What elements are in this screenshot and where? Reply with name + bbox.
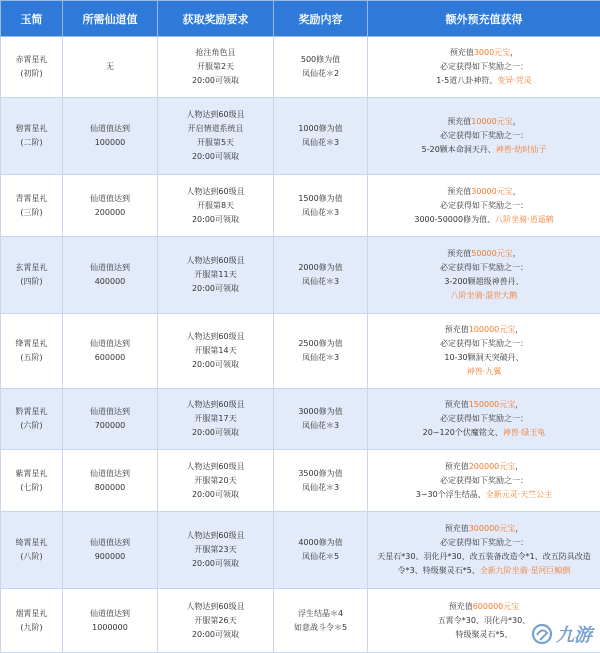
header-requirement: 获取奖励要求 — [158, 1, 274, 37]
extra-text: ， — [513, 249, 521, 258]
extra-text: 特级聚灵石*5、 — [455, 630, 512, 639]
extra-text: 预充值 — [445, 400, 469, 409]
extra-line — [370, 550, 598, 564]
cell-line: 开启情道系统且 — [160, 122, 271, 136]
table-row — [1, 98, 600, 175]
highlight-text: 变异·咒灵 — [497, 76, 532, 85]
cell-line: 仙道值达到 — [65, 536, 155, 550]
cell-line: 开服第5天 — [160, 136, 271, 150]
nine-game-logo-icon — [531, 623, 553, 645]
extra-text: 必定获得如下奖励之一： — [440, 476, 528, 485]
extra-line — [370, 351, 598, 365]
table-row — [1, 450, 600, 512]
cell-line: 仙道值达到 — [65, 192, 155, 206]
cell-line: 浮生结晶＊4 — [276, 607, 365, 621]
reward-cell — [274, 389, 368, 450]
extra-text: ， — [515, 462, 523, 471]
header-extra: 额外预充值获得 — [368, 1, 600, 37]
extra-text: ， — [513, 187, 521, 196]
cell-line: 凤仙花＊2 — [276, 67, 365, 81]
extra-text: 3-200颗超级神兽丹、 — [444, 277, 523, 286]
extra-text: 五霄令*30、羽化丹*30、 — [438, 616, 530, 625]
cell-line: 人物达到60级且 — [160, 398, 271, 412]
jade-slip-name-cell — [1, 237, 63, 314]
cell-line: 开服第17天 — [160, 412, 271, 426]
requirement-cell — [158, 314, 274, 389]
required-value-cell — [63, 589, 158, 653]
highlight-text: 神兽·幼时仙子 — [496, 145, 547, 154]
jade-slip-name-cell — [1, 450, 63, 512]
cell-line: 仙道值达到 — [65, 607, 155, 621]
cell-line: 绛霄星礼 — [3, 337, 60, 351]
cell-line: 绮霄星礼 — [3, 536, 60, 550]
cell-line: (四阶) — [3, 275, 60, 289]
jade-slip-name-cell — [1, 314, 63, 389]
table-row — [1, 175, 600, 237]
watermark-text: 九游 — [556, 621, 592, 647]
cell-line: 3500修为值 — [276, 467, 365, 481]
table-row — [1, 237, 600, 314]
required-value-cell — [63, 512, 158, 589]
extra-line — [370, 74, 598, 88]
cell-line: 20:00可领取 — [160, 150, 271, 164]
cell-line: 烟霄星礼 — [3, 607, 60, 621]
cell-line: 500修为值 — [276, 53, 365, 67]
cell-line: 20:00可领取 — [160, 213, 271, 227]
cell-line: 开服第23天 — [160, 543, 271, 557]
extra-text: 必定获得如下奖励之一： — [440, 263, 528, 272]
highlight-text: 全新九阶坐骑·星河巨鲸倒 — [480, 566, 571, 575]
extra-text: 必定获得如下奖励之一： — [440, 131, 528, 140]
extra-reward-cell — [368, 175, 600, 237]
extra-text: 预充值 — [447, 117, 471, 126]
requirement-cell — [158, 389, 274, 450]
highlight-text: 600000元宝 — [473, 602, 520, 611]
table-body — [1, 37, 600, 653]
cell-line: 700000 — [65, 419, 155, 433]
extra-line — [370, 185, 598, 199]
cell-line: 20:00可领取 — [160, 282, 271, 296]
table-row — [1, 589, 600, 653]
cell-line: 20:00可领取 — [160, 426, 271, 440]
extra-text: 1-5道八卦神符、 — [436, 76, 497, 85]
highlight-text: 3000元宝 — [474, 48, 510, 57]
extra-reward-cell — [368, 98, 600, 175]
jade-slip-name-cell — [1, 589, 63, 653]
cell-line: 800000 — [65, 481, 155, 495]
cell-line: 900000 — [65, 550, 155, 564]
extra-reward-cell — [368, 389, 600, 450]
cell-line: 开服第14天 — [160, 344, 271, 358]
extra-text: ， — [515, 325, 523, 334]
extra-line — [370, 323, 598, 337]
cell-line: 开服第20天 — [160, 474, 271, 488]
required-value-cell — [63, 37, 158, 98]
cell-line: 人物达到60级且 — [160, 600, 271, 614]
cell-line: 无 — [65, 60, 155, 74]
cell-line: 仙道值达到 — [65, 261, 155, 275]
requirement-cell — [158, 98, 274, 175]
cell-line: 抢注角色且 — [160, 46, 271, 60]
cell-line: 20:00可领取 — [160, 488, 271, 502]
cell-line: 紫霄星礼 — [3, 467, 60, 481]
extra-text: 必定获得如下奖励之一： — [440, 414, 528, 423]
reward-cell — [274, 512, 368, 589]
extra-text: 必定获得如下奖励之一： — [440, 201, 528, 210]
extra-text: ， — [515, 400, 523, 409]
cell-line: 200000 — [65, 206, 155, 220]
extra-reward-cell — [368, 37, 600, 98]
cell-line: 黔霄星礼 — [3, 405, 60, 419]
cell-line: 凤仙花＊3 — [276, 136, 365, 150]
cell-line: 4000修为值 — [276, 536, 365, 550]
cell-line: 开服第8天 — [160, 199, 271, 213]
extra-line — [370, 536, 598, 550]
extra-text: ， — [513, 117, 521, 126]
reward-cell — [274, 98, 368, 175]
cell-line: 仙道值达到 — [65, 122, 155, 136]
cell-line: 人物达到60级且 — [160, 108, 271, 122]
extra-text: 必定获得如下奖励之一： — [440, 62, 528, 71]
extra-line — [370, 199, 598, 213]
extra-line — [370, 474, 598, 488]
reward-cell — [274, 175, 368, 237]
cell-line: (初阶) — [3, 67, 60, 81]
jade-slip-name-cell — [1, 175, 63, 237]
required-value-cell — [63, 314, 158, 389]
required-value-cell — [63, 175, 158, 237]
table-row — [1, 389, 600, 450]
highlight-text: 全新元灵·天竺公主 — [486, 490, 553, 499]
cell-line: 1500修为值 — [276, 192, 365, 206]
extra-text: 预充值 — [447, 187, 471, 196]
cell-line: 凤仙花＊3 — [276, 206, 365, 220]
extra-line — [370, 426, 598, 440]
requirement-cell — [158, 237, 274, 314]
cell-line: 20:00可领取 — [160, 628, 271, 642]
extra-text: 必定获得如下奖励之一： — [440, 339, 528, 348]
extra-text: ， — [510, 48, 518, 57]
requirement-cell — [158, 450, 274, 512]
cell-line: 20:00可领取 — [160, 557, 271, 571]
cell-line: 100000 — [65, 136, 155, 150]
required-value-cell — [63, 389, 158, 450]
cell-line: 仙道值达到 — [65, 405, 155, 419]
cell-line: 赤霄星礼 — [3, 53, 60, 67]
extra-line — [370, 275, 598, 289]
cell-line: 400000 — [65, 275, 155, 289]
table-row — [1, 314, 600, 389]
cell-line: 20:00可领取 — [160, 74, 271, 88]
extra-line — [370, 460, 598, 474]
cell-line: 凤仙花＊3 — [276, 419, 365, 433]
extra-text: 天星石*30、羽化丹*30、改五装备改造令*1、改五防具改造 — [377, 552, 590, 561]
header-jade-slip: 玉简 — [1, 1, 63, 37]
jade-slip-name-cell — [1, 98, 63, 175]
jade-slip-name-cell — [1, 512, 63, 589]
requirement-cell — [158, 512, 274, 589]
extra-reward-cell — [368, 450, 600, 512]
cell-line: 1000000 — [65, 621, 155, 635]
cell-line: 1000修为值 — [276, 122, 365, 136]
requirement-cell — [158, 589, 274, 653]
cell-line: 600000 — [65, 351, 155, 365]
extra-reward-cell — [368, 237, 600, 314]
highlight-text: 10000元宝 — [471, 117, 512, 126]
extra-line — [370, 564, 598, 578]
extra-text: 10-30颗洞天突破丹、 — [444, 353, 523, 362]
extra-line — [370, 143, 598, 157]
extra-line — [370, 600, 598, 614]
extra-text: 20~120个伏魔铭文、 — [423, 428, 503, 437]
cell-line: (六阶) — [3, 419, 60, 433]
reward-cell — [274, 237, 368, 314]
extra-line — [370, 398, 598, 412]
extra-line — [370, 46, 598, 60]
highlight-text: 神兽·九翼 — [467, 367, 502, 376]
extra-text: 预充值 — [449, 602, 473, 611]
extra-reward-cell — [368, 512, 600, 589]
watermark — [531, 621, 592, 647]
extra-line — [370, 213, 598, 227]
extra-text: 5-20颗本命洞天丹、 — [422, 145, 496, 154]
cell-line: (二阶) — [3, 136, 60, 150]
highlight-text: 150000元宝 — [469, 400, 516, 409]
reward-cell — [274, 589, 368, 653]
cell-line: 人物达到60级且 — [160, 460, 271, 474]
cell-line: 开服第11天 — [160, 268, 271, 282]
cell-line: 3000修为值 — [276, 405, 365, 419]
extra-text: 预充值 — [447, 249, 471, 258]
extra-text: 3000-50000修为值、 — [414, 215, 495, 224]
extra-line — [370, 261, 598, 275]
highlight-text: 300000元宝 — [469, 524, 516, 533]
extra-text: 预充值 — [445, 524, 469, 533]
highlight-text: 200000元宝 — [469, 462, 516, 471]
cell-line: 人物达到60级且 — [160, 254, 271, 268]
cell-line: 凤仙花＊3 — [276, 481, 365, 495]
required-value-cell — [63, 98, 158, 175]
highlight-text: 八阶坐骑·逍遥鹤 — [495, 215, 554, 224]
extra-line — [370, 289, 598, 303]
extra-line — [370, 247, 598, 261]
required-value-cell — [63, 450, 158, 512]
cell-line: 青霄星礼 — [3, 192, 60, 206]
highlight-text: 100000元宝 — [469, 325, 516, 334]
cell-line: 开服第2天 — [160, 60, 271, 74]
extra-text: 预充值 — [445, 325, 469, 334]
cell-line: 碧霄星礼 — [3, 122, 60, 136]
requirement-cell — [158, 175, 274, 237]
table-row — [1, 512, 600, 589]
extra-text: ， — [515, 524, 523, 533]
cell-line: (八阶) — [3, 550, 60, 564]
highlight-text: 30000元宝 — [471, 187, 512, 196]
reward-cell — [274, 314, 368, 389]
header-row — [1, 1, 600, 37]
cell-line: 仙道值达到 — [65, 337, 155, 351]
header-reward: 奖励内容 — [274, 1, 368, 37]
cell-line: 2500修为值 — [276, 337, 365, 351]
highlight-text: 神兽·绿玉龟 — [503, 428, 546, 437]
extra-line — [370, 60, 598, 74]
extra-text: 3~30个浮生结晶、 — [416, 490, 486, 499]
cell-line: 开服第26天 — [160, 614, 271, 628]
extra-line — [370, 488, 598, 502]
cell-line: 如意战斗令＊5 — [276, 621, 365, 635]
jade-slip-name-cell — [1, 389, 63, 450]
highlight-text: 50000元宝 — [471, 249, 512, 258]
extra-line — [370, 337, 598, 351]
cell-line: 20:00可领取 — [160, 358, 271, 372]
table-row — [1, 37, 600, 98]
cell-line: 凤仙花＊3 — [276, 275, 365, 289]
extra-line — [370, 129, 598, 143]
extra-line — [370, 522, 598, 536]
header-required-value: 所需仙道值 — [63, 1, 158, 37]
cell-line: 仙道值达到 — [65, 467, 155, 481]
jade-slip-name-cell — [1, 37, 63, 98]
cell-line: (三阶) — [3, 206, 60, 220]
extra-line — [370, 365, 598, 379]
requirement-cell — [158, 37, 274, 98]
cell-line: 人物达到60级且 — [160, 330, 271, 344]
cell-line: 凤仙花＊3 — [276, 351, 365, 365]
cell-line: (五阶) — [3, 351, 60, 365]
cell-line: 凤仙花＊5 — [276, 550, 365, 564]
cell-line: (九阶) — [3, 621, 60, 635]
reward-cell — [274, 37, 368, 98]
extra-reward-cell — [368, 314, 600, 389]
extra-line — [370, 115, 598, 129]
extra-text: 预充值 — [445, 462, 469, 471]
cell-line: 玄霄星礼 — [3, 261, 60, 275]
extra-text: 必定获得如下奖励之一： — [440, 538, 528, 547]
reward-cell — [274, 450, 368, 512]
extra-line — [370, 412, 598, 426]
cell-line: 人物达到60级且 — [160, 529, 271, 543]
highlight-text: 八阶坐骑·混世大鹅 — [451, 291, 518, 300]
cell-line: 2000修为值 — [276, 261, 365, 275]
cell-line: 人物达到60级且 — [160, 185, 271, 199]
extra-text: 令*3、特级聚灵石*5、 — [398, 566, 480, 575]
cell-line: (七阶) — [3, 481, 60, 495]
extra-text: 预充值 — [450, 48, 474, 57]
required-value-cell — [63, 237, 158, 314]
